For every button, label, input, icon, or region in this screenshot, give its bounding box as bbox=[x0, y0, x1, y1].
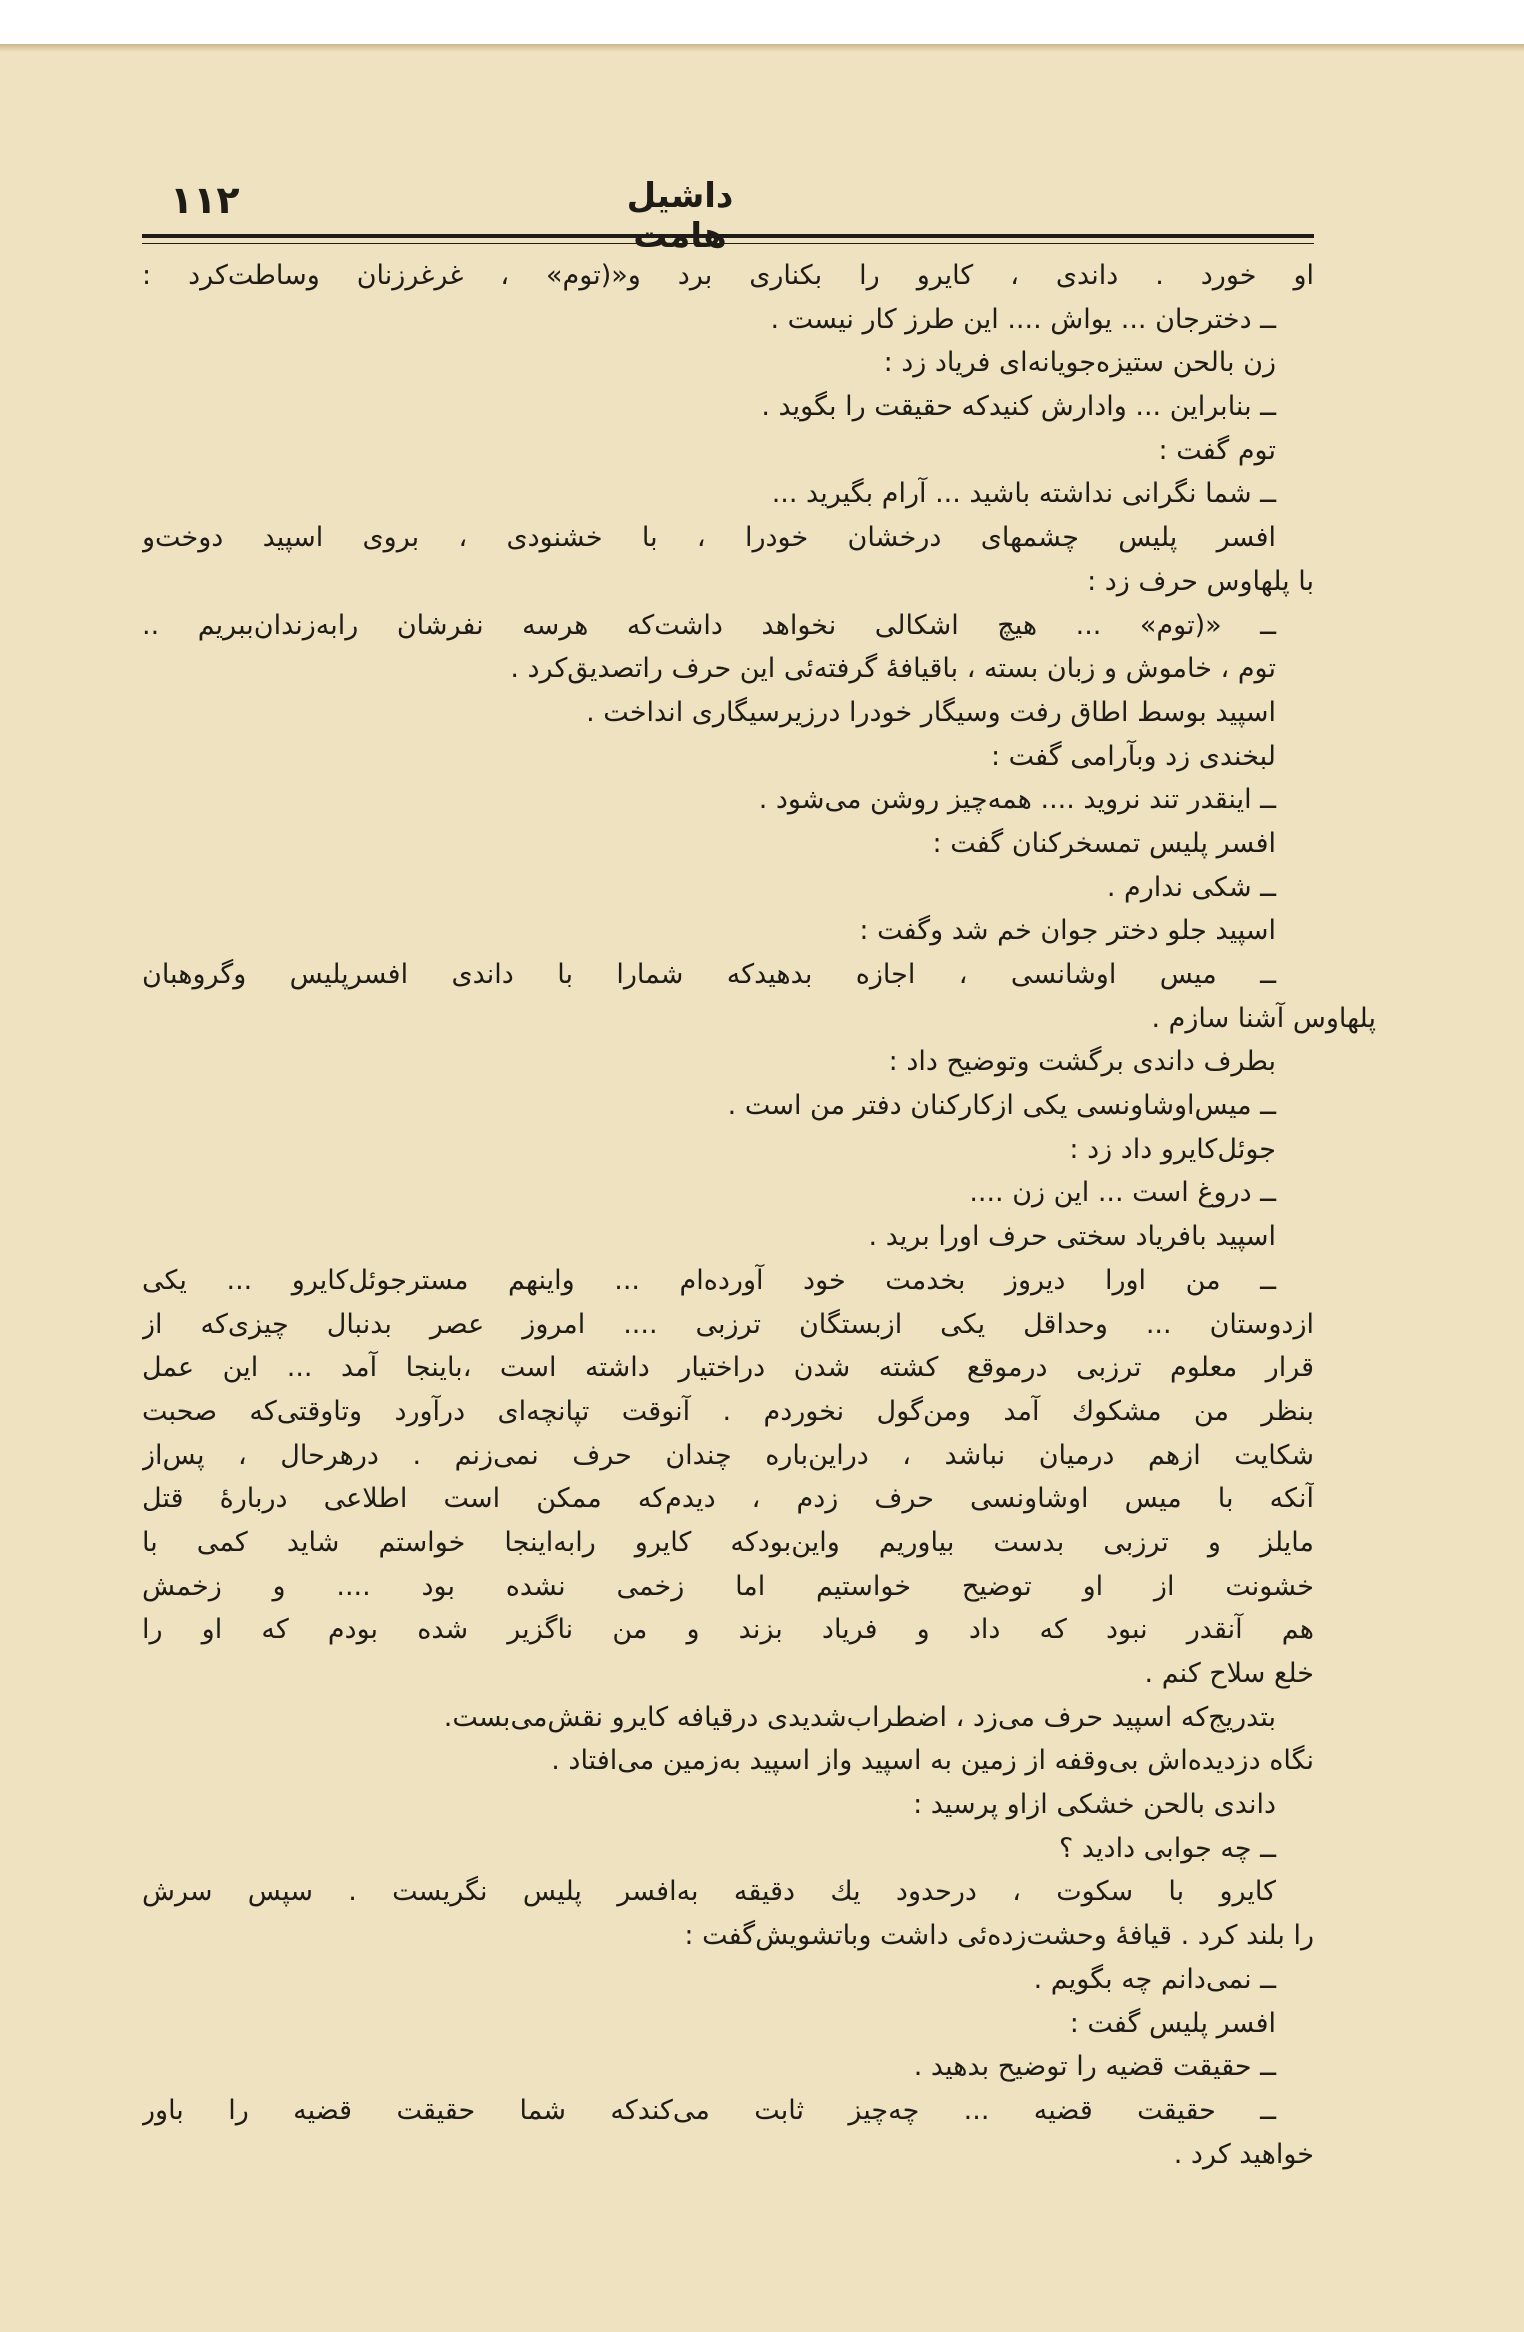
text-line: او خورد . داندی ، کایرو را بکناری برد و«(توم» ، غرغرزنان وساطت‌کرد : bbox=[142, 260, 1314, 291]
text-line: شکایت ازهم درمیان نباشد ، دراین‌باره چندان حرف نمی‌زنم . درهرحال ، پس‌از bbox=[142, 1439, 1314, 1471]
text-line: ــ «(توم» ... هیچ اشکالی نخواهد داشت‌که هرسه نفرشان رابه‌زندان‌ببریم .. bbox=[142, 609, 1276, 641]
text-line: جوئل‌کایرو داد زد : bbox=[1069, 1133, 1276, 1165]
text-line: اسپید بوسط اطاق رفت وسیگار خودرا درزیرسیگاری انداخت . bbox=[586, 696, 1276, 728]
text-line: ــ میس‌اوشاونسی یکی ازکارکنان دفتر من است . bbox=[727, 1090, 1276, 1122]
text-line: پلهاوس آشنا سازم . bbox=[1151, 1002, 1376, 1034]
text-line: لبخندی زد وبآرامی گفت : bbox=[990, 740, 1276, 772]
text-line: مایلز و ترزبی بدست بیاوریم واین‌بودکه کایرو رابه‌اینجا خواستم شاید کمی با bbox=[142, 1526, 1314, 1558]
text-line: توم ، خاموش و زبان بسته ، باقیافهٔ گرفته‌ئی این حرف راتصدیق‌کرد . bbox=[510, 653, 1276, 685]
text-line: داندی بالحن خشکی ازاو پرسید : bbox=[913, 1789, 1276, 1821]
page-number: ١١٢ bbox=[170, 178, 240, 222]
text-line: کایرو با سکوت ، درحدود یك دقیقه به‌افسر پلیس نگریست . سپس سرش bbox=[142, 1876, 1276, 1908]
text-line: افسر پلیس چشمهای درخشان خودرا ، با خشنودی ، بروی اسپید دوخت‌و bbox=[142, 522, 1276, 554]
text-line: ــ حقیقت قضیه ... چه‌چیز ثابت می‌کندکه شما حقیقت قضیه را باور bbox=[142, 2094, 1276, 2126]
body-text bbox=[142, 254, 1376, 2176]
text-line: ــ شکی ندارم . bbox=[1106, 871, 1276, 903]
text-line: اسپید بافریاد سختی حرف اورا برید . bbox=[868, 1221, 1276, 1253]
text-line: با پلهاوس حرف زد : bbox=[1087, 565, 1314, 597]
text-line: توم گفت : bbox=[1158, 434, 1276, 466]
text-line: ازدوستان ... وحداقل یکی ازبستگان ترزبی .... امروز عصر بدنبال چیزی‌که از bbox=[142, 1308, 1314, 1340]
text-line: افسر پلیس تمسخرکنان گفت : bbox=[932, 827, 1276, 859]
page-edge-shadow bbox=[0, 44, 1524, 52]
running-title: داشیل هامت bbox=[626, 176, 734, 256]
text-line: بطرف داندی برگشت وتوضیح داد : bbox=[888, 1046, 1276, 1078]
text-line: هم آنقدر نبود که داد و فریاد بزند و من ناگزیر شده بودم که او را bbox=[142, 1614, 1314, 1646]
text-line: قرار معلوم ترزبی درموقع کشته شدن دراختیار داشته است ،باینجا آمد ... این عمل bbox=[142, 1352, 1314, 1384]
header-rule bbox=[142, 234, 1314, 238]
text-line: بتدریج‌که اسپید حرف می‌زد ، اضطراب‌شدیدی درقیافه کایرو نقش‌می‌بست. bbox=[443, 1701, 1276, 1733]
text-line: ــ شما نگرانی نداشته باشید ... آرام بگیرید ... bbox=[771, 478, 1276, 510]
text-line: نگاه دزدیده‌اش بی‌وقفه از زمین به اسپید واز اسپید به‌زمین می‌افتاد . bbox=[551, 1745, 1314, 1777]
text-line: را بلند کرد . قیافهٔ وحشت‌زده‌ئی داشت وباتشویش‌گفت : bbox=[684, 1920, 1314, 1952]
text-line: آنکه با میس اوشاونسی حرف زدم ، دیدم‌که ممکن است اطلاعی دربارهٔ قتل bbox=[142, 1483, 1314, 1515]
text-line: ــ من اورا دیروز بخدمت خود آورده‌ام ... واینهم مسترجوئل‌کایرو ... یکی bbox=[142, 1264, 1276, 1296]
text-line: بنظر من مشکوك آمد ومن‌گول نخوردم . آنوقت تپانچه‌ای درآورد وتاوقتی‌که صحبت bbox=[142, 1395, 1314, 1427]
text-line: ــ بنابراین ... وادارش کنیدکه حقیقت را بگوید . bbox=[761, 391, 1276, 423]
scan-top-margin bbox=[0, 0, 1524, 46]
text-line: خشونت از او توضیح خواستیم اما زخمی نشده بود .... و زخمش bbox=[142, 1570, 1314, 1602]
text-line: ــ چه جوابی دادید ؟ bbox=[1058, 1832, 1276, 1864]
text-line: اسپید جلو دختر جوان خم شد وگفت : bbox=[859, 915, 1276, 947]
text-line: زن بالحن ستیزه‌جویانه‌ای فریاد زد : bbox=[883, 347, 1276, 379]
header-rule-thin bbox=[142, 243, 1314, 244]
text-line: خلع سلاح کنم . bbox=[1144, 1658, 1314, 1689]
text-line: ــ میس اوشانسی ، اجازه بدهیدکه شمارا با داندی افسرپلیس وگروهبان bbox=[142, 959, 1276, 990]
text-line: ــ دخترجان ... یواش .... این طرز کار نیست . bbox=[770, 303, 1276, 335]
text-line: ــ حقیقت قضیه را توضیح بدهید . bbox=[913, 2051, 1276, 2083]
text-line: ــ اینقدر تند نروید .... همه‌چیز روشن می‌شود . bbox=[758, 784, 1276, 816]
text-line: افسر پلیس گفت : bbox=[1069, 2007, 1276, 2039]
text-line: ــ نمی‌دانم چه بگویم . bbox=[1033, 1963, 1276, 1995]
text-line: ــ دروغ است ... این زن .... bbox=[969, 1177, 1276, 1209]
text-line: خواهید کرد . bbox=[1173, 2138, 1314, 2170]
